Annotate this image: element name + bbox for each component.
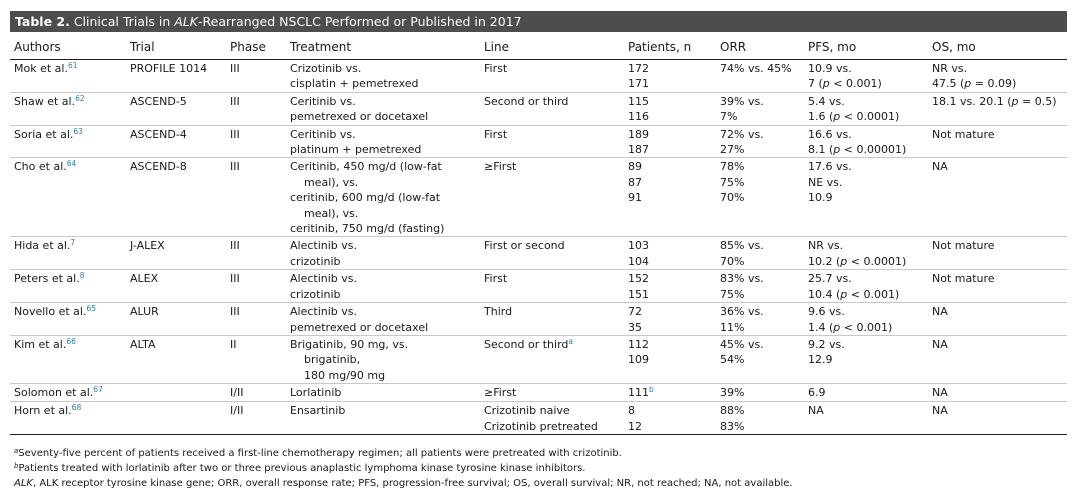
orr-line: 70%	[720, 191, 745, 205]
cell-orr	[716, 303, 804, 336]
footnote-ref[interactable]: b	[649, 385, 654, 395]
cell-patients	[624, 303, 716, 336]
orr-line: 36% vs.	[720, 305, 764, 319]
header-patients: Patients, n	[624, 36, 716, 60]
cell-pfs	[804, 303, 928, 336]
cell-phase: III	[230, 62, 240, 75]
patients-value: 171	[628, 77, 649, 91]
patients-line	[628, 352, 716, 367]
patients-line	[628, 76, 716, 91]
os-line: NA	[932, 403, 948, 417]
patients-line	[628, 142, 716, 157]
author-name: Shaw et al.	[14, 94, 76, 108]
orr-line: 45% vs.	[720, 337, 764, 351]
table-row	[10, 270, 1067, 303]
treatment-line: pemetrexed or docetaxel	[290, 320, 429, 334]
cell-phase: III	[230, 160, 240, 174]
pfs-line: 10.2 (p < 0.0001)	[808, 254, 907, 268]
cell-orr	[716, 92, 804, 125]
footnote-b-text: Patients treated with lorlatinib after two or three previous anaplastic lymphoma kinase tyrosine kinase inhibitors.	[18, 463, 586, 474]
table-row	[10, 384, 1067, 401]
cell-author	[10, 401, 126, 418]
reference-link[interactable]: 65	[86, 304, 96, 314]
cell-pfs	[804, 60, 928, 93]
patients-value: 115	[628, 94, 649, 108]
line-text: Crizotinib pretreated	[484, 419, 598, 433]
cell-trial: ASCEND-4	[130, 127, 187, 141]
treatment-line: meal), vs.	[304, 206, 359, 220]
treatment-line: Ceritinib, 450 mg/d (low-fat	[290, 160, 442, 174]
footnote-a	[14, 446, 793, 461]
cell-treatment	[286, 125, 480, 158]
patients-value: 172	[628, 62, 649, 75]
cell-line	[480, 125, 624, 158]
line-text: First	[484, 127, 508, 141]
cell-trial: PROFILE 1014	[130, 62, 208, 75]
header-row	[10, 36, 1067, 60]
cell-trial: ALTA	[130, 337, 156, 351]
cell-os	[928, 418, 1067, 435]
reference-link[interactable]: 7	[70, 238, 76, 248]
pfs-line: 1.6 (p < 0.0001)	[808, 110, 900, 124]
patients-line	[628, 385, 716, 400]
pfs-line: 5.4 vs.	[808, 94, 845, 108]
patients-value: 35	[628, 320, 642, 334]
cell-treatment	[286, 303, 480, 336]
patients-line	[628, 304, 716, 319]
orr-line: 72% vs.	[720, 127, 764, 141]
table-row	[10, 237, 1067, 270]
patients-line	[628, 320, 716, 335]
patients-value: 103	[628, 239, 649, 253]
title-gene: ALK	[174, 14, 198, 29]
patients-value: 111	[628, 386, 649, 400]
pfs-line: 1.4 (p < 0.001)	[808, 320, 893, 334]
footnote-b	[14, 461, 793, 476]
patients-line	[628, 175, 716, 190]
line-text: Crizotinib naive	[484, 403, 570, 417]
reference-link[interactable]: 8	[79, 271, 85, 281]
os-line: NA	[932, 386, 948, 400]
cell-line	[480, 401, 624, 418]
cell-line	[480, 303, 624, 336]
pfs-line: 10.9	[808, 191, 833, 205]
footnote-abbrev-gene: ALK	[14, 478, 33, 489]
pfs-line: 6.9	[808, 386, 826, 400]
author-name: Cho et al.	[14, 160, 67, 174]
cell-line	[480, 237, 624, 270]
cell-line	[480, 418, 624, 435]
treatment-line: Crizotinib vs.	[290, 62, 362, 75]
cell-os	[928, 92, 1067, 125]
table-row	[10, 303, 1067, 336]
os-line: NA	[932, 337, 948, 351]
table-body	[10, 60, 1067, 435]
patients-value: 72	[628, 305, 642, 319]
pfs-line: 10.9 vs.	[808, 62, 852, 75]
orr-line: 83%	[720, 419, 745, 433]
footnote-abbrev-text: , ALK receptor tyrosine kinase gene; ORR, overall response rate; PFS, progression-free survival; OS, overall survival; NR, not reached; NA, not available.	[32, 478, 793, 489]
table-title	[10, 11, 1067, 32]
os-line: 18.1 vs. 20.1 (p = 0.5)	[932, 94, 1057, 108]
cell-os	[928, 384, 1067, 401]
treatment-line: ceritinib, 600 mg/d (low-fat	[290, 191, 441, 205]
line-text: ≥First	[484, 386, 517, 400]
orr-line: 39% vs.	[720, 94, 764, 108]
patients-line	[628, 190, 716, 205]
cell-author	[10, 237, 126, 270]
line-text: Third	[484, 305, 513, 319]
cell-orr	[716, 158, 804, 237]
orr-line: 7%	[720, 110, 738, 124]
cell-pfs	[804, 384, 928, 401]
cell-treatment	[286, 237, 480, 270]
patients-value: 116	[628, 110, 649, 124]
os-line: NA	[932, 305, 948, 319]
cell-os	[928, 303, 1067, 336]
cell-os	[928, 237, 1067, 270]
reference-link[interactable]: 67	[93, 385, 103, 395]
treatment-line: platinum + pemetrexed	[290, 143, 422, 157]
orr-line: 74% vs. 45%	[720, 62, 792, 75]
os-line: Not mature	[932, 127, 995, 141]
line-text: First	[484, 62, 508, 75]
treatment-line: meal), vs.	[304, 175, 359, 189]
orr-line: 11%	[720, 320, 745, 334]
orr-line: 54%	[720, 353, 745, 367]
author-name: Kim et al.	[14, 337, 67, 351]
header-pfs: PFS, mo	[804, 36, 928, 60]
cell-trial	[126, 401, 226, 418]
pfs-line: 16.6 vs.	[808, 127, 852, 141]
treatment-line: Alectinib vs.	[290, 239, 358, 253]
orr-line: 75%	[720, 287, 745, 301]
cell-author	[10, 158, 126, 237]
os-line: NA	[932, 160, 948, 174]
header-line: Line	[480, 36, 624, 60]
orr-line: 39%	[720, 386, 745, 400]
cell-os	[928, 60, 1067, 93]
patients-value: 89	[628, 160, 642, 174]
cell-phase: I/II	[230, 403, 244, 417]
table-row	[10, 92, 1067, 125]
header-phase: Phase	[226, 36, 286, 60]
footnotes	[14, 446, 793, 491]
cell-orr	[716, 401, 804, 418]
cell-pfs	[804, 418, 928, 435]
patients-value: 91	[628, 191, 642, 205]
footnote-ref[interactable]: a	[568, 336, 573, 346]
treatment-line: cisplatin + pemetrexed	[290, 77, 419, 91]
patients-value: 109	[628, 353, 649, 367]
table-row	[10, 418, 1067, 435]
patients-line	[628, 271, 716, 286]
patients-line	[628, 419, 716, 434]
footnote-abbrev	[14, 476, 793, 491]
header-orr: ORR	[716, 36, 804, 60]
cell-orr	[716, 125, 804, 158]
reference-link[interactable]: 64	[66, 159, 77, 169]
line-text: Second or third	[484, 337, 569, 351]
os-line: Not mature	[932, 239, 995, 253]
cell-treatment	[286, 335, 480, 383]
treatment-line: Lorlatinib	[290, 386, 342, 400]
pfs-line: NE vs.	[808, 175, 843, 189]
os-line: NR vs.	[932, 62, 968, 75]
line-text: ≥First	[484, 160, 517, 174]
table-row	[10, 401, 1067, 418]
cell-pfs	[804, 237, 928, 270]
cell-patients	[624, 270, 716, 303]
patients-line	[628, 109, 716, 124]
treatment-line: Ensartinib	[290, 403, 346, 417]
treatment-line: pemetrexed or docetaxel	[290, 110, 429, 124]
title-text-1: Clinical Trials in	[69, 14, 175, 29]
patients-value: 152	[628, 272, 649, 286]
patients-line	[628, 254, 716, 269]
os-line: 47.5 (p = 0.09)	[932, 77, 1017, 91]
cell-author	[10, 384, 126, 401]
cell-phase: III	[230, 305, 240, 319]
header-os: OS, mo	[928, 36, 1067, 60]
patients-line	[628, 403, 716, 418]
patients-value: 87	[628, 175, 642, 189]
pfs-line: 9.6 vs.	[808, 305, 845, 319]
table-row	[10, 60, 1067, 93]
line-text: Second or third	[484, 94, 569, 108]
patients-value: 187	[628, 143, 649, 157]
treatment-line: 180 mg/90 mg	[304, 368, 386, 382]
treatment-line: brigatinib,	[304, 353, 361, 367]
treatment-line: Ceritinib vs.	[290, 94, 356, 108]
patients-value: 151	[628, 287, 649, 301]
line-text: First or second	[484, 239, 565, 253]
treatment-line: Alectinib vs.	[290, 272, 358, 286]
author-name: Horn et al.	[14, 403, 72, 417]
cell-line	[480, 92, 624, 125]
reference-link[interactable]: 68	[71, 402, 82, 412]
reference-link[interactable]: 62	[75, 93, 85, 103]
patients-line	[628, 159, 716, 174]
cell-pfs	[804, 92, 928, 125]
cell-author	[10, 60, 126, 93]
patients-value: 112	[628, 337, 649, 351]
orr-line: 78%	[720, 160, 745, 174]
cell-orr	[716, 384, 804, 401]
author-name: Peters et al.	[14, 272, 80, 286]
cell-orr	[716, 237, 804, 270]
cell-os	[928, 401, 1067, 418]
pfs-line: 9.2 vs.	[808, 337, 845, 351]
os-line: Not mature	[932, 272, 995, 286]
treatment-line: crizotinib	[290, 287, 341, 301]
cell-line	[480, 384, 624, 401]
cell-trial: ASCEND-5	[130, 94, 187, 108]
cell-os	[928, 335, 1067, 383]
patients-line	[628, 61, 716, 76]
cell-phase: III	[230, 272, 240, 286]
cell-orr	[716, 60, 804, 93]
orr-line: 27%	[720, 143, 745, 157]
pfs-line: 12.9	[808, 353, 833, 367]
cell-trial: ASCEND-8	[130, 160, 187, 174]
cell-phase	[226, 418, 286, 435]
patients-line	[628, 238, 716, 253]
treatment-line: Ceritinib vs.	[290, 127, 356, 141]
cell-author	[10, 270, 126, 303]
cell-patients	[624, 384, 716, 401]
orr-line: 83% vs.	[720, 272, 764, 286]
cell-pfs	[804, 270, 928, 303]
cell-trial: J-ALEX	[130, 239, 165, 253]
cell-patients	[624, 418, 716, 435]
clinical-trials-table	[10, 36, 1067, 435]
reference-link[interactable]: 63	[73, 126, 83, 136]
author-name: Soria et al.	[14, 127, 74, 141]
cell-author	[10, 125, 126, 158]
cell-treatment	[286, 60, 480, 93]
cell-patients	[624, 60, 716, 93]
author-name: Solomon et al.	[14, 386, 94, 400]
reference-link[interactable]: 61	[67, 61, 78, 70]
pfs-line: 8.1 (p < 0.00001)	[808, 143, 907, 157]
treatment-line: ceritinib, 750 mg/d (fasting)	[290, 222, 445, 236]
cell-trial	[126, 418, 226, 435]
cell-trial: ALEX	[130, 272, 159, 286]
header-authors: Authors	[10, 36, 126, 60]
line-text: First	[484, 272, 508, 286]
cell-line	[480, 335, 624, 383]
treatment-line: crizotinib	[290, 254, 341, 268]
cell-treatment	[286, 158, 480, 237]
cell-treatment	[286, 384, 480, 401]
patients-value: 12	[628, 419, 642, 433]
cell-author	[10, 335, 126, 383]
cell-patients	[624, 401, 716, 418]
cell-phase: III	[230, 94, 240, 108]
cell-phase: III	[230, 127, 240, 141]
patients-value: 8	[628, 403, 635, 417]
cell-os	[928, 270, 1067, 303]
table-row	[10, 125, 1067, 158]
cell-patients	[624, 125, 716, 158]
cell-patients	[624, 158, 716, 237]
cell-treatment	[286, 418, 480, 435]
cell-line	[480, 158, 624, 237]
cell-pfs	[804, 401, 928, 418]
cell-trial: ALUR	[130, 305, 159, 319]
cell-os	[928, 125, 1067, 158]
author-name: Mok et al.	[14, 62, 68, 75]
cell-patients	[624, 335, 716, 383]
orr-line: 88%	[720, 403, 745, 417]
cell-orr	[716, 418, 804, 435]
cell-author	[10, 92, 126, 125]
orr-line: 75%	[720, 175, 745, 189]
treatment-line: Brigatinib, 90 mg, vs.	[290, 337, 409, 351]
pfs-line: NA	[808, 403, 824, 417]
patients-value: 189	[628, 127, 649, 141]
title-text-2: -Rearranged NSCLC Performed or Published in 2017	[198, 14, 522, 29]
pfs-line: 17.6 vs.	[808, 160, 852, 174]
table-row	[10, 335, 1067, 383]
table-row	[10, 158, 1067, 237]
cell-patients	[624, 237, 716, 270]
patients-line	[628, 127, 716, 142]
cell-author	[10, 303, 126, 336]
pfs-line: 7 (p < 0.001)	[808, 77, 882, 91]
cell-phase: III	[230, 239, 240, 253]
treatment-line: Alectinib vs.	[290, 305, 358, 319]
reference-link[interactable]: 66	[66, 336, 76, 346]
table-number: Table 2.	[15, 14, 70, 29]
cell-line	[480, 60, 624, 93]
cell-orr	[716, 270, 804, 303]
header-trial: Trial	[126, 36, 226, 60]
author-name: Novello et al.	[14, 305, 87, 319]
footnote-a-text: Seventy-five percent of patients received a first-line chemotherapy regimen; all patients were pretreated with crizotinib.	[18, 448, 622, 459]
cell-treatment	[286, 92, 480, 125]
cell-pfs	[804, 125, 928, 158]
author-name: Hida et al.	[14, 239, 71, 253]
cell-trial	[126, 384, 226, 401]
pfs-line: NR vs.	[808, 239, 844, 253]
cell-pfs	[804, 158, 928, 237]
patients-line	[628, 94, 716, 109]
cell-phase: II	[230, 337, 237, 351]
patients-line	[628, 287, 716, 302]
header-treatment: Treatment	[286, 36, 480, 60]
cell-treatment	[286, 401, 480, 418]
patients-line	[628, 337, 716, 352]
cell-phase: I/II	[230, 386, 244, 400]
footnote-b-mark: b	[14, 462, 19, 470]
cell-patients	[624, 92, 716, 125]
pfs-line: 10.4 (p < 0.001)	[808, 287, 900, 301]
cell-line	[480, 270, 624, 303]
cell-pfs	[804, 335, 928, 383]
orr-line: 85% vs.	[720, 239, 764, 253]
cell-treatment	[286, 270, 480, 303]
footnote-a-mark: a	[14, 447, 19, 455]
cell-os	[928, 158, 1067, 237]
orr-line: 70%	[720, 254, 745, 268]
cell-author	[10, 418, 126, 435]
cell-orr	[716, 335, 804, 383]
pfs-line: 25.7 vs.	[808, 272, 852, 286]
patients-value: 104	[628, 254, 649, 268]
